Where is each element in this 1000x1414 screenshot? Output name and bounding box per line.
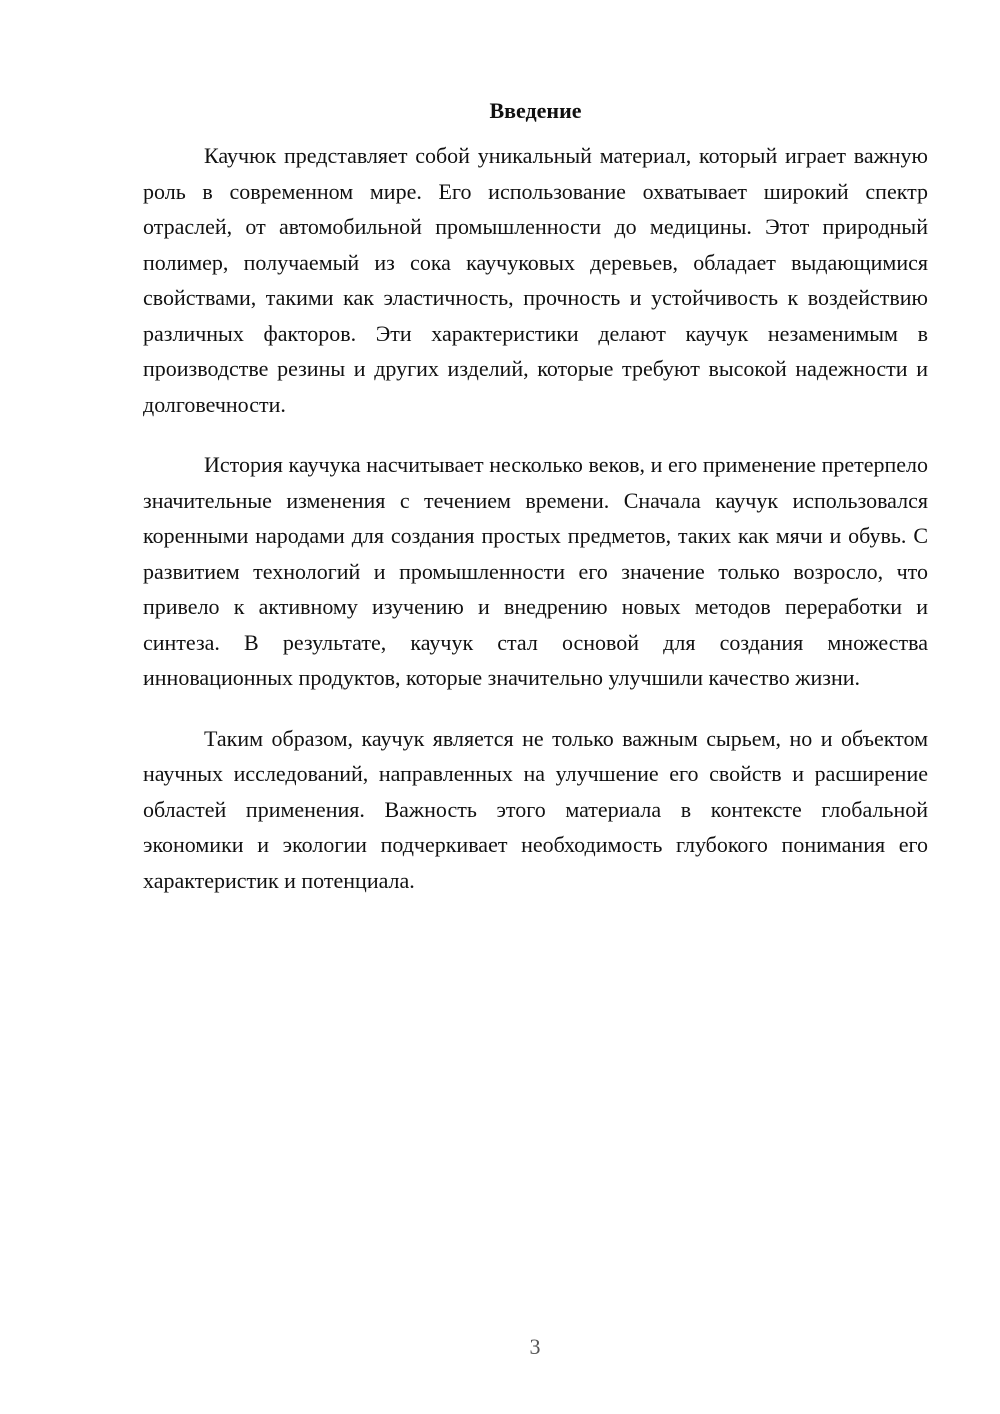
paragraph-3: Таким образом, каучук является не только важным сырьем, но и объектом научных исследований, направленных на улучшение его свойств и расширение областей применения. Важность этого материала в контексте глобальной экономики и экологии подчеркивает необходимость глубокого понимания его характеристик и потенциала. bbox=[143, 725, 928, 893]
page-number: 3 bbox=[529, 1334, 541, 1359]
paragraph-2: История каучука насчитывает несколько веков, и его применение претерпело значительные изменения с течением времени. Сначала каучук использовался коренными народами для создания простых предметов, таких как мячи и обувь. С развитием технологий и промышленности его значение только возросло, что привело к активному изучению и внедрению новых методов переработки и синтеза. В результате, каучук стал основой для создания множества инновационных продуктов, которые значительно улучшили качество жизни. bbox=[143, 452, 928, 690]
paragraph-1: Каучюк представляет собой уникальный материал, который играет важную роль в современном мире. Его использование охватывает широкий спектр отраслей, от автомобильной промышленности до медицины. Этот природный полимер, получаемый из сока каучуковых деревьев, обладает выдающимися свойствами, такими как эластичность, прочность и устойчивость к воздействию различных факторов. Эти характеристики делают каучук незаменимым в производстве резины и других изделий, которые требуют высокой надежности и долговечности. bbox=[143, 143, 928, 417]
section-title: Введение bbox=[489, 98, 582, 123]
page-content bbox=[143, 96, 928, 923]
